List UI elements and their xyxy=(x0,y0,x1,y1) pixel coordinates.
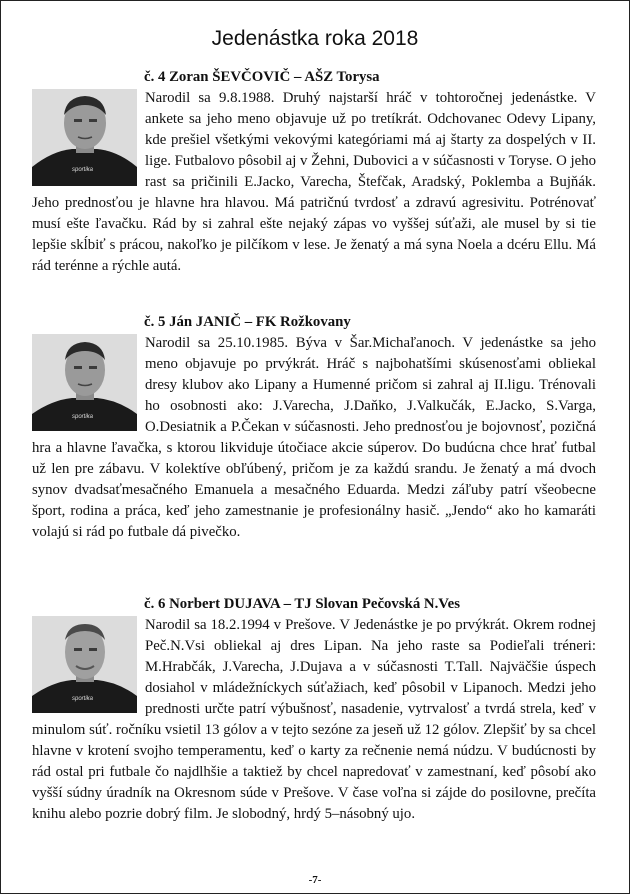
player-bio: Narodil sa 9.8.1988. Druhý najstarší hráč v tohtoročnej jedenástke. V ankete sa jeho meno objavuje už po tretíkrát. Odchovanec Odevy Lipany, kde prešiel všetkými vekovými kategóriami má aj štarty za dospelých v II. lige. Futbalovo pôsobil aj v Žehni, Dubovici a v súčasnosti v Toryse. O jeho rast sa pričinili E.Jacko, Varecha, Štefčak, Aradský, Poklemba a Bujňák. Jeho prednosťou je hlavne hra hlavou. Má patričnú tvrdosť a zdravú agresivitu. Potrénovať musí ešte ľavačku. Rád by si zahral ešte nejaký zápas vo vyššej súťaži, ale musel by si tie lepšie skĺbiť s prácou, nakoľko je pilčíkom v lese. Je ženatý a má syna Noela a dcéru Ellu. Má rád terénne a rýchle autá. xyxy=(32,90,596,274)
player-photo xyxy=(32,334,137,431)
player-heading: č. 4 Zoran ŠEVČOVIČ – AŠZ Torysa xyxy=(144,69,380,85)
sponsor-logo: sportika xyxy=(72,414,94,420)
player-heading: č. 6 Norbert DUJAVA – TJ Slovan Pečovská N.Ves xyxy=(144,596,460,612)
player-heading: č. 5 Ján JANIČ – FK Rožkovany xyxy=(144,314,351,330)
player-profile xyxy=(32,67,596,277)
page-number: -7- xyxy=(308,874,322,886)
player-photo xyxy=(32,89,137,186)
player-profile xyxy=(32,312,596,543)
player-photo xyxy=(32,616,137,713)
player-bio: Narodil sa 25.10.1985. Býva v Šar.Michaľanoch. V jedenástke sa jeho meno objavuje po prvýkrát. Hráč s najbohatšími skúsenosťami obliekal dresy klubov ako Lipany a Humenné pričom si zahral aj II.ligu. Trénovali ho osobnosti ako: J.Varecha, J.Daňko, J.Valkučák, E.Jacko, S.Varga, O.Desiatnik a P.Čekan v súčasnosti. Jeho prednosťou je bojovnosť, pozičná hra a hlavne ľavačka, s ktorou likviduje útočiace akcie súperov. Do budúcna chce hrať futbal už len pre zábavu. V kolektíve obľúbený, pričom je za každú srandu. Je ženatý a má dvoch synov dvadsaťmesačného Emanuela a mesačného Eduarda. Medzi záľuby patrí všeobecne šport, rodina a práca, keď jeho zamestnanie je profesionálny hasič. „Jendo“ ako ho kamaráti volajú si rád po futbale dá pivečko. xyxy=(32,335,596,540)
sponsor-logo: sportika xyxy=(72,167,94,173)
page-title: Jedenástka roka 2018 xyxy=(211,27,419,50)
player-bio: Narodil sa 18.2.1994 v Prešove. V Jedenástke je po prvýkrát. Okrem rodnej Peč.N.Vsi obliekal aj dres Lipan. Na jeho raste sa Podieľali tréneri: M.Hrabčák, J.Varecha, J.Dujava a v súčasnosti T.Tall. Najväčšie úspech dosiahol v mládežníckych súťažiach, keď pôsobil v Lipanoch. Medzi jeho prednosti určte patrí výbušnosť, nasadenie, vytrvalosť a tvrdá strela, keď v minulom súť. ročníku vsietil 13 gólov a v tejto sezóne za jeseň už 12 gólov. Zlepšiť by sa chcel hlavne v krotení svojho temperamentu, keď o karty za rečnenie nemá núdzu. V budúcnosti by rád ostal pri futbale čo najdlhšie a taktiež by chcel napredovať v zamestnaní, keď pôsobí ako vyšší súdny úradník na Okresnom súde v Prešove. V čase voľna si zájde do posilovne, prečíta knihu alebo pozrie dobrý film. Je slobodný, hrdý 5–násobný ujo. xyxy=(32,617,596,822)
player-profile xyxy=(32,594,596,825)
sponsor-logo: sportika xyxy=(72,696,94,702)
